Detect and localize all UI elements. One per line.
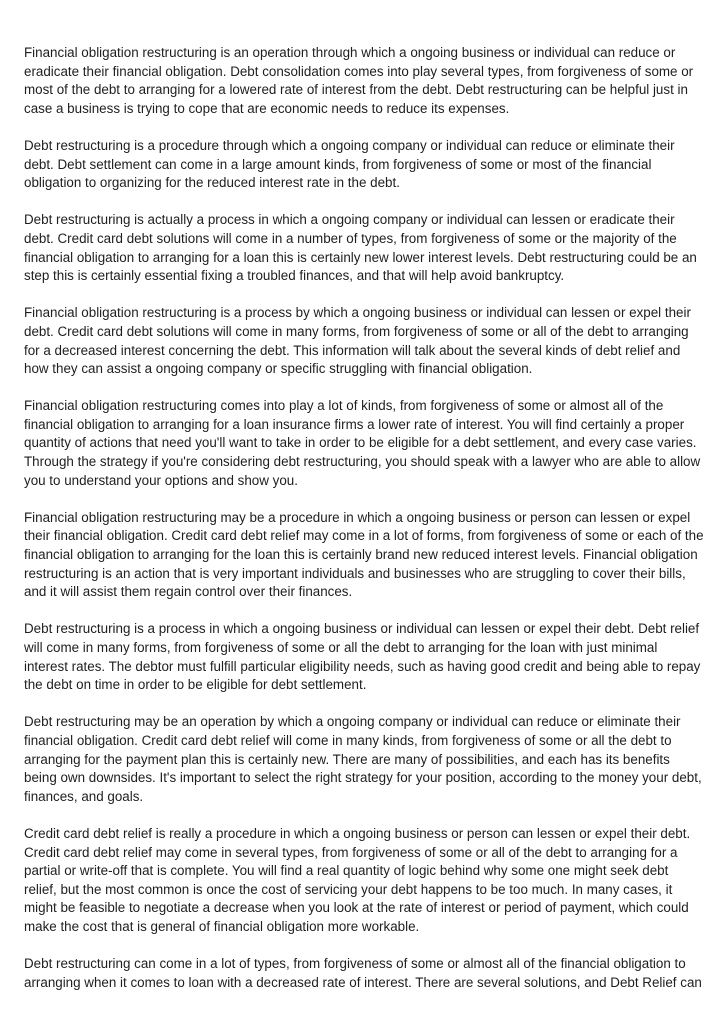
paragraph-4: Financial obligation restructuring is a process by which a ongoing business or individual can lessen or expel their debt. Credit card debt solutions will come in many forms, from forgiveness of some or all of the debt to arranging for a decreased interest concerning the debt. This information will talk about the several kinds of debt relief and how they can assist a ongoing company or specific struggling with financial obligation. bbox=[24, 305, 691, 377]
paragraph-10: Debt restructuring can come in a lot of types, from forgiveness of some or almost all of the financial obligation to arranging when it comes to loan with a decreased rate of interest. There are several solutions, and Debt Relief can bbox=[24, 956, 702, 990]
paragraph-2: Debt restructuring is a procedure through which a ongoing company or individual can reduce or eliminate their debt. Debt settlement can come in a large amount kinds, from forgiveness of some or most of the financial obligation to organizing for the reduced interest rate in the debt. bbox=[24, 137, 675, 191]
paragraph-3: Debt restructuring is actually a process in which a ongoing company or individual can lessen or eradicate their debt. Credit card debt solutions will come in a number of types, from forgiveness of some or the majority of the financial obligation to arranging for a loan this is certainly new lower interest levels. Debt restructuring could be an step this is certainly essential fixing a troubled finances, and that will help avoid bankruptcy. bbox=[24, 212, 697, 284]
paragraph-5: Financial obligation restructuring comes into play a lot of kinds, from forgiveness of some or almost all of the financial obligation to arranging for a loan insurance firms a lower rate of interest. You will find certainly a proper quantity of actions that need you'll want to take in order to be eligible for a debt settlement, and every case varies. Through the strategy if you're considering debt restructuring, you should speak with a lawyer who are able to allow you to understand your options and show you. bbox=[24, 398, 701, 488]
paragraph-1: Financial obligation restructuring is an operation through which a ongoing business or individual can reduce or eradicate their financial obligation. Debt consolidation comes into play several types, from forgiveness of some or most of the debt to arranging for a lowered rate of interest from the debt. Debt restructuring can be helpful just in case a business is trying to cope that are economic needs to reduce its expenses. bbox=[24, 45, 694, 116]
paragraph-6: Financial obligation restructuring may be a procedure in which a ongoing business or person can lessen or expel their financial obligation. Credit card debt relief may come in a lot of forms, from forgiveness of some or each of the financial obligation to arranging for the loan this is certainly brand new reduced interest levels. Financial obligation restructuring is an action that is very important individuals and businesses who are struggling to cover their bills, and it will assist them regain control over their finances. bbox=[24, 509, 704, 600]
document-body bbox=[24, 44, 704, 1011]
paragraph-8: Debt restructuring may be an operation by which a ongoing company or individual can reduce or eliminate their financial obligation. Credit card debt relief will come in many kinds, from forgiveness of some or all the debt to arranging for the payment plan this is certainly new. There are many of possibilities, and each has its benefits being own downsides. It's important to select the right strategy for your position, according to the money your debt, finances, and goals. bbox=[24, 714, 702, 804]
paragraph-7: Debt restructuring is a process in which a ongoing business or individual can lessen or expel their debt. Debt relief will come in many forms, from forgiveness of some or all the debt to arranging for the loan with just minimal interest rates. The debtor must fulfill particular eligibility needs, such as having good credit and being able to repay the debt on time in order to be eligible for debt settlement. bbox=[24, 621, 701, 693]
paragraph-9: Credit card debt relief is really a procedure in which a ongoing business or person can lessen or expel their debt. Credit card debt relief may come in several types, from forgiveness of some or all of the debt to arranging for a partial or write-off that is complete. You will find a real quantity of logic behind why some one might seek debt relief, but the most common is once the cost of servicing your debt happens to be too much. In many cases, it might be feasible to negotiate a decrease when you look at the rate of interest or period of payment, which could make the cost that is general of financial obligation more workable. bbox=[24, 825, 691, 934]
